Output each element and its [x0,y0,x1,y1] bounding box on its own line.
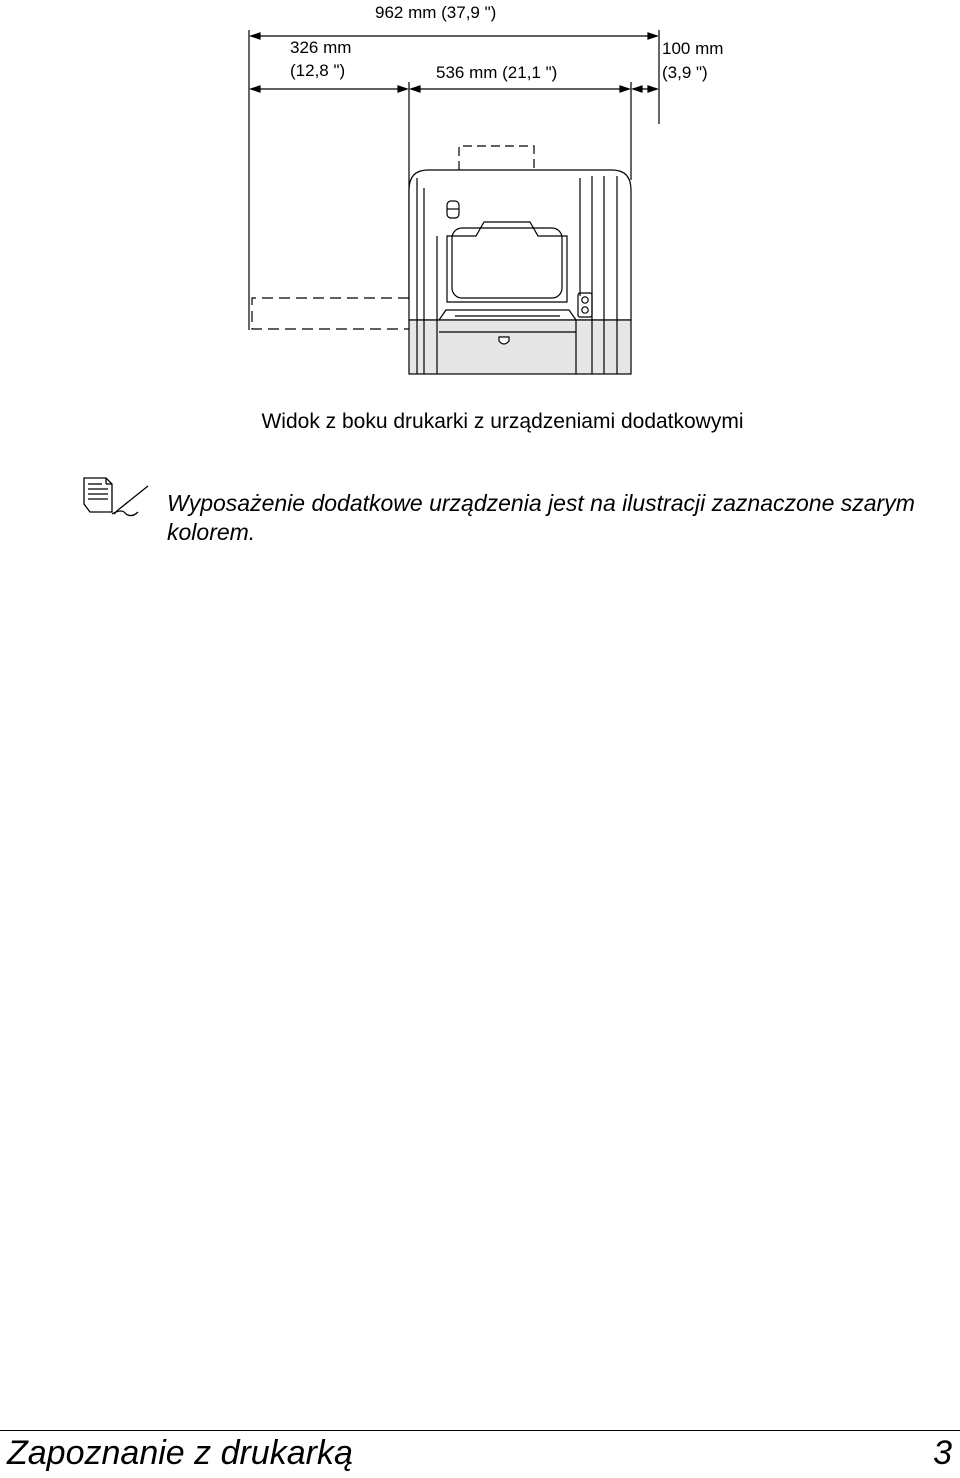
printer-side-view-figure [0,0,960,400]
dimension-total: 962 mm (37,9 ") [375,3,497,22]
dimension-right-in: (3,9 ") [662,63,708,82]
dimension-middle: 536 mm (21,1 ") [436,63,558,82]
footer-divider [0,1430,960,1431]
figure-caption: Widok z boku drukarki z urządzeniami dodatkowymi [261,410,744,433]
dimension-right-mm: 100 mm [662,39,724,58]
dimension-left-mm: 326 mm [290,38,352,57]
note-pencil-icon [82,474,152,518]
note-text: Wyposażenie dodatkowe urządzenia jest na ilustracji zaznaczone szarym kolorem. [167,490,915,545]
footer-chapter-title: Zapoznanie z drukarką [7,1434,353,1472]
page-number: 3 [933,1434,952,1472]
printer-side-view-drawing [0,0,960,400]
dimension-left-in: (12,8 ") [290,61,346,80]
